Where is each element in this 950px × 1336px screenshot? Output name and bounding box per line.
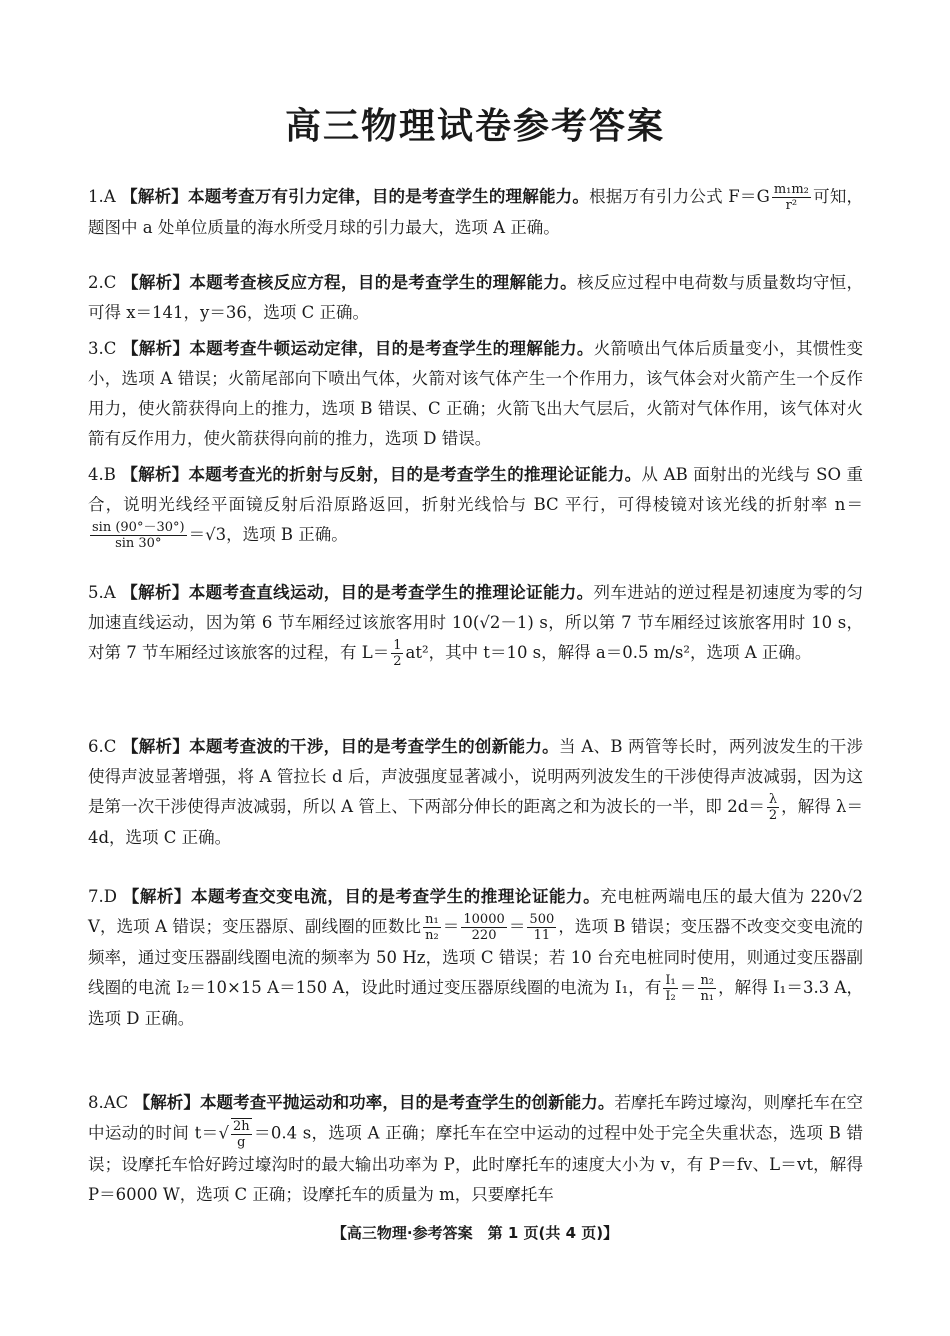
fraction: $\frac{\sin (90^\circ-30^\circ)}{\sin 30^\circ}$ [92,520,185,551]
analysis-text: ＝ [679,978,697,997]
analysis-tag: 【解析】 [122,887,191,906]
answer-item-1 [88,182,863,243]
question-number: 3. [88,339,104,358]
fraction: $\frac{10000}{220}$ [463,912,505,943]
analysis-tag: 【解析】 [121,187,188,206]
analysis-text: ，解得 λ＝4d，选项 C 正确。 [88,797,864,847]
analysis-lead: 本题考查波的干涉，目的是考查学生的创新能力。 [189,737,559,756]
analysis-tag: 【解析】 [121,465,189,484]
answer-choice: A [103,583,116,602]
analysis-lead: 本题考查牛顿运动定律，目的是考查学生的理解能力。 [189,339,594,358]
fraction: $\frac{500}{11}$ [529,912,555,943]
fraction: $\frac{1}{2}$ [393,638,402,669]
analysis-text: 核反应过程中电荷数与质量数均守恒，可得 x＝141，y＝36，选项 C 正确。 [88,273,864,322]
page-title: 高三物理试卷参考答案 [284,106,665,147]
fraction: $\frac{\lambda}{2}$ [768,792,778,823]
fraction: $\frac{\text{n₂}}{\text{n₁}}$ [700,973,715,1004]
analysis-text: ＝ [508,917,526,936]
analysis-tag: 【解析】 [121,273,190,292]
analysis-lead: 本题考查光的折射与反射，目的是考查学生的推理论证能力。 [188,465,642,484]
answer-item-3 [88,334,863,454]
question-number: 5. [88,583,104,602]
question-number: 7. [88,887,104,906]
analysis-lead: 本题考查直线运动，目的是考查学生的推理论证能力。 [188,583,594,602]
answer-choice: C [103,737,117,756]
analysis-text: 火箭喷出气体后质量变小，其惯性变小，选项 A 错误；火箭尾部向下喷出气体，火箭对该气体产生一个作用力，该气体会对火箭产生一个反作用力，使火箭获得向上的推力，选项 B 错误、C 正确；火箭飞出大气层后，火箭对气体作用，该气体对火箭有反作用力，使火箭获得向前的推力，选项 D 错误。 [88,339,864,448]
answer-item-7 [88,882,863,1034]
answer-item-2 [88,268,863,328]
answer-item-8 [88,1088,863,1210]
analysis-text: 可知，题图中 a 处单位质量的海水所受月球的引力最大，选项 A 正确。 [88,187,864,237]
question-number: 8. [88,1093,104,1112]
analysis-text: 列车进站的逆过程是初速度为零的匀加速直线运动，因为第 6 节车厢经过该旅客用时 10(√2－1) s，所以第 7 节车厢经过该旅客用时 10 s，对第 7 节车厢经过该旅客的过程，有 L＝ [88,583,864,662]
page-footer: 【高三物理·参考答案 第 1 页(共 4 页)】 [331,1224,619,1242]
analysis-text: ，解得 I₁＝3.3 A，选项 D 正确。 [88,978,864,1028]
answer-item-4 [88,460,863,551]
question-number: 4. [88,465,104,484]
answer-choice: B [103,465,116,484]
analysis-text: at²，其中 t＝10 s，解得 a＝0.5 m/s²，选项 A 正确。 [405,643,812,662]
analysis-text: ＝√3，选项 B 正确。 [188,525,348,544]
analysis-lead: 本题考查万有引力定律，目的是考查学生的理解能力。 [188,187,590,206]
answer-item-5 [88,578,863,669]
analysis-text: 若摩托车跨过壕沟，则摩托车在空中运动的时间 t＝√ [88,1093,864,1143]
answer-choice: C [103,273,117,292]
question-number: 2. [88,273,104,292]
analysis-text: 充电桩两端电压的最大值为 220√2 V，选项 A 错误；变压器原、副线圈的匝数比 [88,887,864,936]
analysis-text: ＝0.4 s，选项 A 正确；摩托车在空中运动的过程中处于完全失重状态，选项 B 错误；设摩托车恰好跨过壕沟时的最大输出功率为 P，此时摩托车的速度大小为 v，有 P＝fv、L＝vt，解得 P＝6000 W，选项 C 正确；设摩托车的质量为 m，只要摩托车 [88,1123,863,1204]
analysis-tag: 【解析】 [121,737,190,756]
analysis-text: 当 A、B 两管等长时，两列波发生的干涉使得声波显著增强，将 A 管拉长 d 后，声波强度显著减小，说明两列波发生的干涉使得声波减弱，因为这是第一次干涉使得声波减弱，所以 A 管上、下两部分伸长的距离之和为波长的一半，即 2d＝ [88,737,864,816]
answer-choice: A [103,187,116,206]
fraction: $\frac{\text{m₁m₂}}{\text{r²}}$ [773,182,809,213]
answer-choice: D [103,887,117,906]
analysis-lead: 本题考查交变电流，目的是考查学生的推理论证能力。 [190,887,601,906]
analysis-tag: 【解析】 [121,583,189,602]
fraction: $\frac{\text{I₁}}{\text{I₂}}$ [665,973,676,1004]
analysis-lead: 本题考查核反应方程，目的是考查学生的理解能力。 [189,273,577,292]
answer-choice: AC [103,1093,129,1112]
analysis-tag: 【解析】 [121,339,190,358]
answer-item-6 [88,732,863,853]
analysis-text: ，选项 B 错误；变压器不改变交变电流的频率，通过变压器副线圈电流的频率为 50 Hz，选项 C 错误；若 10 台充电桩同时使用，则通过变压器副线圈的电流 I₂＝10×15 A＝150 A，设此时通过变压器原线圈的电流为 I₁，有 [88,917,863,997]
analysis-tag: 【解析】 [133,1093,200,1112]
analysis-lead: 本题考查平抛运动和功率，目的是考查学生的创新能力。 [199,1093,615,1112]
answer-choice: C [103,339,117,358]
question-number: 1. [88,187,104,206]
analysis-text: 根据万有引力公式 F＝G [589,187,770,206]
analysis-text: ＝ [442,917,460,936]
analysis-text: 从 AB 面射出的光线与 SO 重合，说明光线经平面镜反射后沿原路返回，折射光线恰与 BC 平行，可得棱镜对该光线的折射率 n＝ [88,465,864,514]
fraction: $\frac{\text{n₁}}{\text{n₂}}$ [425,912,439,943]
fraction: $\frac{2h}{g}$ [233,1119,250,1150]
question-number: 6. [88,737,104,756]
